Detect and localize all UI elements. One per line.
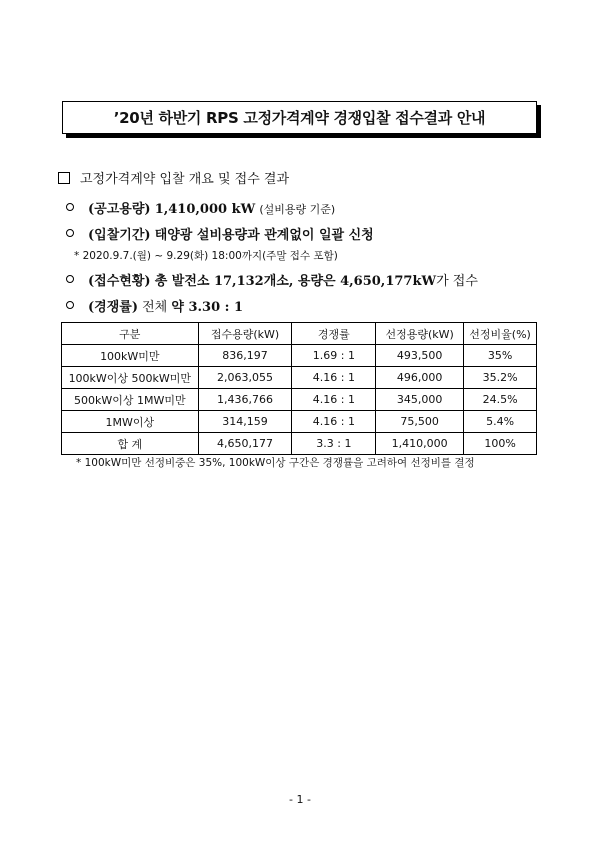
circle-bullet-icon (66, 301, 74, 309)
bidding-period-note: * 2020.9.7.(월) ~ 9.29(화) 18:00까지(주말 접수 포함) (74, 250, 338, 262)
table-row (62, 389, 537, 411)
circle-bullet-icon (66, 229, 74, 237)
section-heading-text: 고정가격계약 입찰 개요 및 접수 결과 (80, 172, 290, 187)
bullet-label: (입찰기간) (88, 228, 151, 243)
bullet-prefix: 전체 (142, 300, 168, 315)
table-row (62, 367, 537, 389)
table-header-cell: 선정비율(%) (464, 323, 537, 345)
bullet-value: 태양광 설비용량과 관계없이 일괄 신청 (154, 228, 374, 243)
table-cell: 4.16 : 1 (292, 411, 376, 433)
table-cell: 496,000 (376, 367, 464, 389)
table-cell: 3.3 : 1 (292, 433, 376, 455)
bullet-value: 약 3.30 : 1 (171, 300, 244, 315)
table-row (62, 411, 537, 433)
table-cell: 1.69 : 1 (292, 345, 376, 367)
table-footnote: * 100kW미만 선정비중은 35%, 100kW이상 구간은 경쟁률을 고려하여 선정비를 결정 (76, 457, 475, 469)
table-cell: 493,500 (376, 345, 464, 367)
bullet-reception-status (66, 270, 478, 289)
table-cell: 500kW이상 1MW미만 (62, 389, 199, 411)
table-header-cell: 구분 (62, 323, 199, 345)
bullet-competition-rate (66, 296, 243, 315)
table-cell: 5.4% (464, 411, 537, 433)
table-header-cell: 경쟁률 (292, 323, 376, 345)
circle-bullet-icon (66, 275, 74, 283)
bullet-bidding-period (66, 224, 374, 243)
table-cell: 100kW이상 500kW미만 (62, 367, 199, 389)
table-header-cell: 선정용량(kW) (376, 323, 464, 345)
table-cell: 1,410,000 (376, 433, 464, 455)
bullet-label: (경쟁률) (88, 300, 138, 315)
results-table (61, 322, 537, 455)
bullet-suffix: (설비용량 기준) (259, 203, 336, 216)
document-title: ’20년 하반기 RPS 고정가격계약 경쟁입찰 접수결과 안내 (113, 109, 486, 127)
circle-bullet-icon (66, 203, 74, 211)
table-cell: 1,436,766 (198, 389, 292, 411)
table-cell: 4.16 : 1 (292, 367, 376, 389)
document-title-box (62, 101, 537, 134)
table-cell: 2,063,055 (198, 367, 292, 389)
table-cell: 836,197 (198, 345, 292, 367)
table-cell: 345,000 (376, 389, 464, 411)
checkbox-icon (58, 172, 70, 184)
table-cell: 24.5% (464, 389, 537, 411)
table-header-row (62, 323, 537, 345)
bullet-value: 1,410,000 kW (154, 202, 256, 217)
bullet-suffix: 가 접수 (436, 274, 478, 289)
table-row (62, 345, 537, 367)
table-cell: 1MW이상 (62, 411, 199, 433)
page-number: - 1 - (289, 793, 311, 806)
table-cell: 35% (464, 345, 537, 367)
table-total-row (62, 433, 537, 455)
bullet-label: (접수현황) (88, 274, 151, 289)
bullet-value: 총 발전소 17,132개소, 용량은 4,650,177kW (154, 274, 437, 289)
table-cell: 100% (464, 433, 537, 455)
table-cell: 314,159 (198, 411, 292, 433)
table-cell: 4,650,177 (198, 433, 292, 455)
table-header-cell: 접수용량(kW) (198, 323, 292, 345)
table-cell: 35.2% (464, 367, 537, 389)
section-heading (58, 168, 289, 187)
table-cell: 75,500 (376, 411, 464, 433)
bullet-label: (공고용량) (88, 202, 151, 217)
table-cell: 100kW미만 (62, 345, 199, 367)
bullet-announced-capacity (66, 198, 335, 217)
table-cell: 합 계 (62, 433, 199, 455)
table-cell: 4.16 : 1 (292, 389, 376, 411)
